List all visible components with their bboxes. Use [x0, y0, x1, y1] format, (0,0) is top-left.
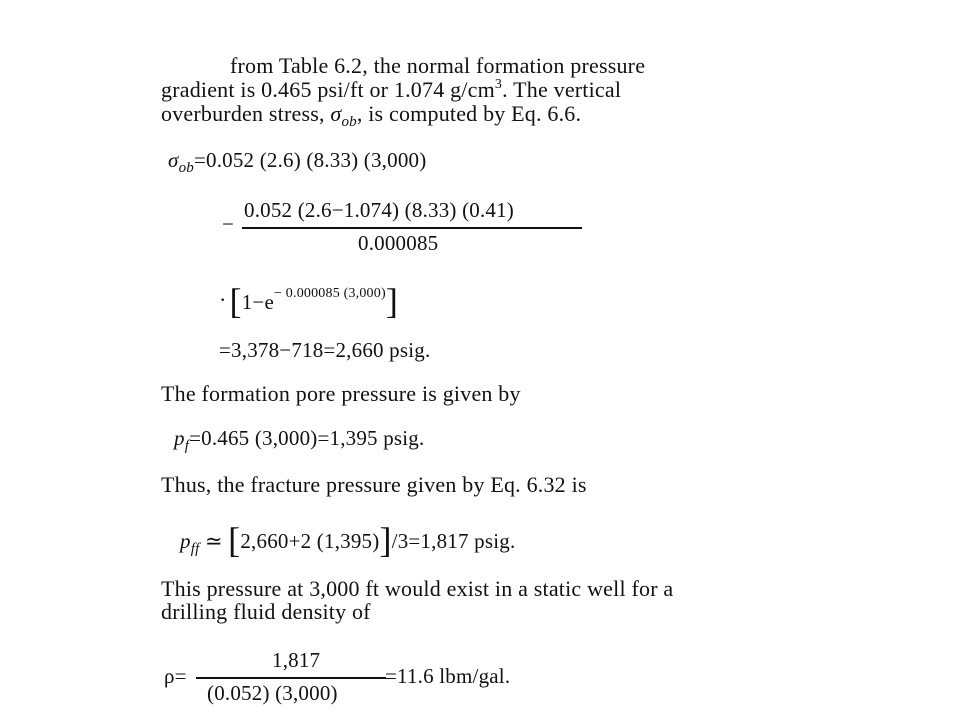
intro-line-3: overburden stress, $\sigma_{ob}$, is computed by Eq. 6.6. [161, 101, 582, 130]
density-fraction-bar [196, 677, 386, 679]
overburden-result: =3,378−718=2,660 psig. [219, 338, 431, 362]
exponential-term: $\cdot[1-e^{- 0.000085 (3,000)}]$ [219, 281, 399, 321]
intro-line-1: from Table 6.2, the normal formation pressure [230, 53, 646, 78]
sigma-symbol: σ [168, 148, 179, 172]
density-lhs: ρ= [164, 664, 187, 688]
static-well-line-1: This pressure at 3,000 ft would exist in a static well for a [161, 576, 674, 601]
superscript-3: 3 [494, 77, 503, 92]
density-numerator: 1,817 [272, 648, 321, 672]
pore-pressure-text: The formation pore pressure is given by [161, 381, 521, 406]
sigma-symbol: σ [330, 101, 342, 126]
fraction-bar [242, 227, 582, 229]
fracture-pressure-text: Thus, the fracture pressure given by Eq. 6.32 is [161, 472, 587, 497]
pore-pressure-eq: $p_f=0.465$ (3,000)=1,395 psig. [174, 426, 425, 454]
fraction-denominator: 0.000085 [358, 231, 439, 255]
minus-sign: − [222, 212, 235, 236]
density-rhs: =11.6 lbm/gal. [385, 664, 511, 688]
overburden-eq-line-1: $\sigma_{ob}=0.052$ (2.6) (8.33) (3,000) [168, 148, 427, 176]
fraction-numerator: 0.052 (2.6−1.074) (8.33) (0.41) [244, 198, 515, 222]
fracture-pressure-eq: $p_{ff}$ ≃ [2,660+2 (1,395)]/3=1,817 psig. [180, 520, 516, 560]
static-well-line-2: drilling fluid density of [161, 599, 371, 624]
intro-line-2: gradient is 0.465 psi/ft or 1.074 $g/cm^3$. The vertical [161, 77, 622, 102]
density-denominator: (0.052) (3,000) [207, 681, 338, 705]
exponent: − 0.000085 (3,000) [274, 286, 386, 301]
